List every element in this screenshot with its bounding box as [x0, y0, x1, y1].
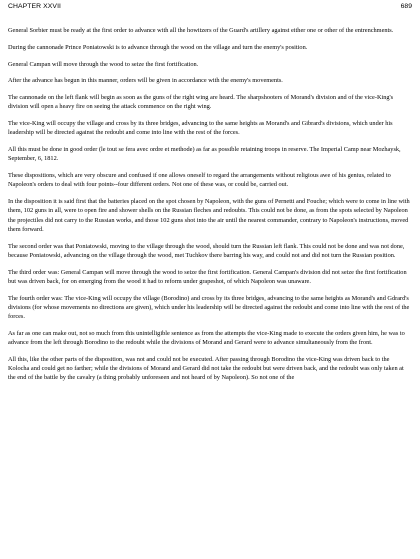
- paragraph: As far as one can make out, not so much from this unintelligible sentence as from the attempts the vice-King made to execute the orders given him, he was to advance from the left through Borodino to the redoubt while the divisions of Morand and Gerard were to advance simultaneously from the front.: [8, 329, 405, 346]
- paragraph: The cannonade on the left flank will begin as soon as the guns of the right wing are heard. The sharpshooters of Morand's division and of the vice-King's division will open a heavy fire on seeing the attack commence on the right wing.: [8, 94, 394, 111]
- paragraph: After the advance has begun in this manner, orders will be given in accordance with the enemy's movements.: [8, 77, 283, 85]
- paragraph: General Campan will move through the wood to seize the first fortification.: [8, 60, 199, 68]
- paragraph: The third order was: General Campan will move through the wood to seize the first fortification. General Campan's division did not seize the first fortification but was driven back, for on emerging from the wood it had to reform under grapeshot, of which Napoleon was unaware.: [8, 268, 407, 285]
- body-text: [8, 26, 412, 383]
- paragraph: During the cannonade Prince Poniatowski is to advance through the wood on the village and turn the enemy's position.: [8, 43, 308, 51]
- paragraph: All this, like the other parts of the disposition, was not and could not be executed. After passing through Borodino the vice-King was driven back to the Kolocha and could get no farther; while the divisions of Morand and Gerard did not take the redoubt but were driven back, and the redoubt was only taken at the end of the battle by the cavalry (a thing probably unforeseen and not heard of by Napoleon). So not one of the: [8, 355, 404, 382]
- paragraph: The fourth order was: The vice-King will occupy the village (Borodino) and cross by its three bridges, advancing to the same heights as Morand's and Gdrard's divisions (for whose movements no directions are given), which under his leadership will be directed against the redoubt and come into line with the rest of the forces.: [8, 294, 410, 320]
- paragraph: All this must be done in good order (le tout se fera avec ordre et methode) as far as possible retaining troops in reserve. The Imperial Camp near Mozhaysk, September, 6, 1812.: [8, 146, 401, 163]
- chapter-title: CHAPTER XXVII: [8, 3, 62, 10]
- paragraph: General Sorbier must be ready at the first order to advance with all the howitzers of the Guard's artillery against either one or other of the entrenchments.: [8, 27, 394, 34]
- paragraph: In the disposition it is said first that the batteries placed on the spot chosen by Napoleon, with the guns of Pernetti and Fouche; which were to come in line with them, 102 guns in all, were to open fire and shower shells on the Russian fleches and redoubts. This could not be done, as from the spots selected by Napoleon the projectiles did not carry to the Russian works, and those 102 guns shot into the air until the nearest commander, contrary to Napoleon's instructions, moved them forward.: [8, 198, 410, 233]
- page-header: [8, 3, 412, 15]
- paragraph: The vice-King will occupy the village and cross by its three bridges, advancing to the same heights as Morand's and Gibrard's divisions, which under his leadership will be directed against the redoubt and come into line with the rest of the forces.: [8, 120, 393, 137]
- paragraph: These dispositions, which are very obscure and confused if one allows oneself to regard the arrangements without religious awe of his genius, related to Napoleon's orders to deal with four points--four different orders. Not one of these was, or could be, carried out.: [8, 172, 391, 189]
- page-number: 689: [400, 3, 412, 10]
- paragraph: The second order was that Poniatowski, moving to the village through the wood, should turn the Russian left flank. This could not be done and was not done, because Poniatowski, advancing on the village through the wood, met Tuchkov there barring his way, and could not and did not turn the Russian position.: [8, 242, 405, 259]
